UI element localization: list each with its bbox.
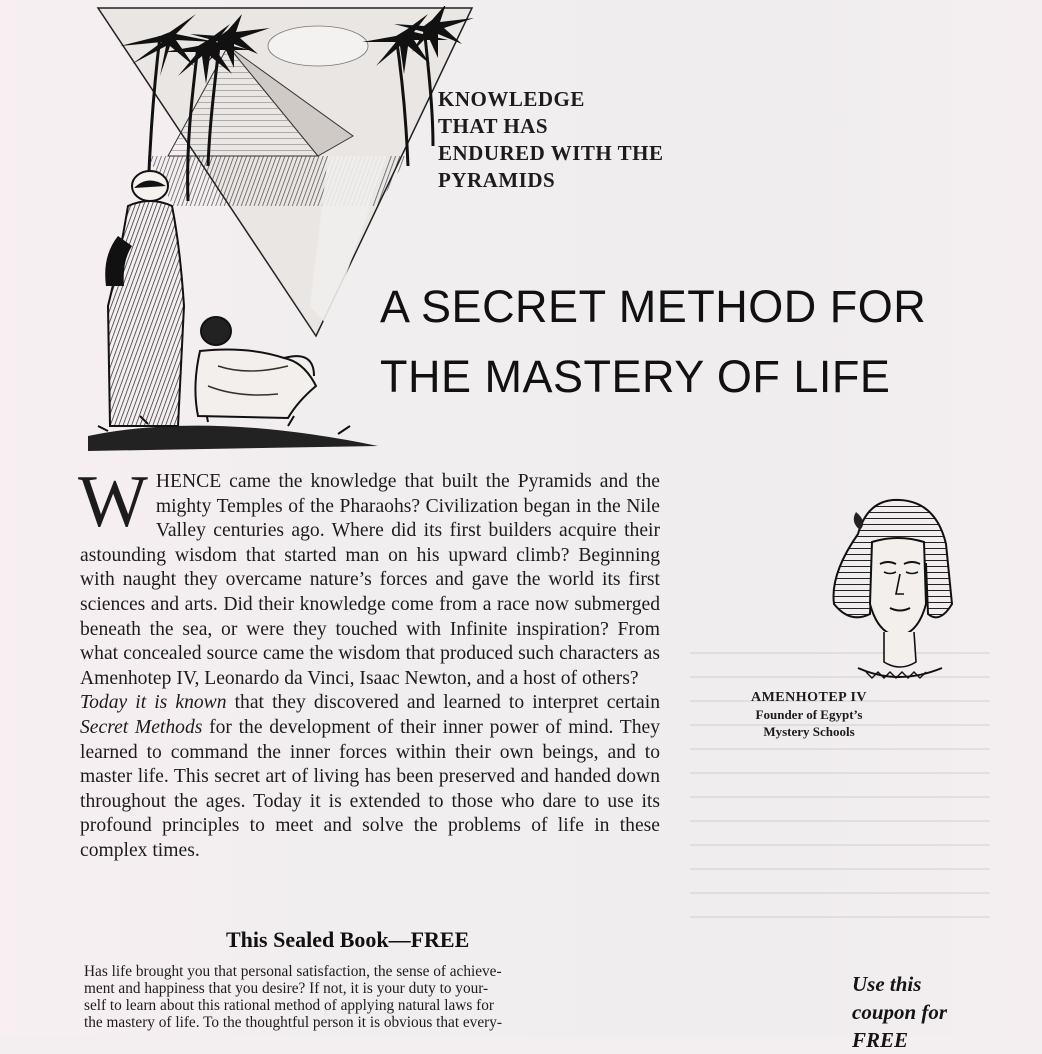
sealed-book-text xyxy=(84,963,660,1031)
headline-line-2: THE MASTERY OF LIFE xyxy=(380,351,891,402)
sealed-book-line-1: Has life brought you that personal satisfaction, the sense of achieve- xyxy=(84,963,502,980)
paragraph-2 xyxy=(80,691,660,863)
subhead-line-3: ENDURED WITH THE xyxy=(438,141,664,165)
sealed-book-heading: This Sealed Book—FREE xyxy=(226,927,470,952)
paragraph-2-italic-mid: Secret Methods xyxy=(80,716,203,738)
paragraph-2-text-b: for the development of their inner power of mind. They learned to command the inner forces within their own beings, and to master life. This secret art of living has been preserved and handed down throughout the ages. Today it is extended to those who dare to use its profound principles to meet and solve the problems of life in these complex times. xyxy=(80,716,661,861)
subhead-line-1: KNOWLEDGE xyxy=(438,87,585,111)
paragraph-2-text-a: that they discovered and learned to interpret certain xyxy=(226,692,660,714)
paragraph-1 xyxy=(78,461,660,691)
coupon-line-1: Use this xyxy=(852,972,922,996)
caption-name: AMENHOTEP IV xyxy=(750,690,868,705)
drop-cap: W xyxy=(78,461,148,543)
coupon-line-3: FREE xyxy=(852,1028,909,1052)
paragraph-2-italic-lead: Today it is known xyxy=(80,692,227,714)
subhead-line-2: THAT HAS xyxy=(438,114,549,138)
portrait-caption xyxy=(706,690,912,740)
sealed-book-line-4: the mastery of life. To the thoughtful person it is obvious that every- xyxy=(84,1014,502,1031)
show-through-texture xyxy=(690,640,990,940)
sealed-book-line-3: self to learn about this rational method of applying natural laws for xyxy=(84,997,494,1014)
body-text xyxy=(78,461,661,864)
headline-line-1: A SECRET METHOD FOR xyxy=(380,281,927,332)
coupon-callout xyxy=(852,970,1002,1054)
paragraph-1-text: HENCE came the knowledge that built the Pyramids and the mighty Temples of the Pharaohs? Civilization began in the Nile Valley centuries ago. Where did its first builders acquire their astounding wisdom that started man on his upward climb? Beginning with naught they overcame nature’s forces and gave the world its first sciences and arts. Did their knowledge come from a race now submerged beneath the sea, or were they touched with Infinite inspiration? From what concealed source came the wisdom that produced such characters as Amenhotep IV, Leonardo da Vinci, Isaac Newton, and a host of others? xyxy=(80,471,660,689)
sealed-book-line-2: ment and happiness that you desire? If not, it is your duty to your- xyxy=(84,980,489,997)
subhead xyxy=(438,86,758,194)
caption-line-1: Founder of Egypt’s xyxy=(755,707,863,722)
subhead-line-4: PYRAMIDS xyxy=(438,168,556,192)
page-title xyxy=(380,272,1020,412)
pharaoh-portrait-icon xyxy=(828,494,954,682)
caption-line-2: Mystery Schools xyxy=(763,724,855,739)
coupon-line-2: coupon for xyxy=(852,1000,948,1024)
